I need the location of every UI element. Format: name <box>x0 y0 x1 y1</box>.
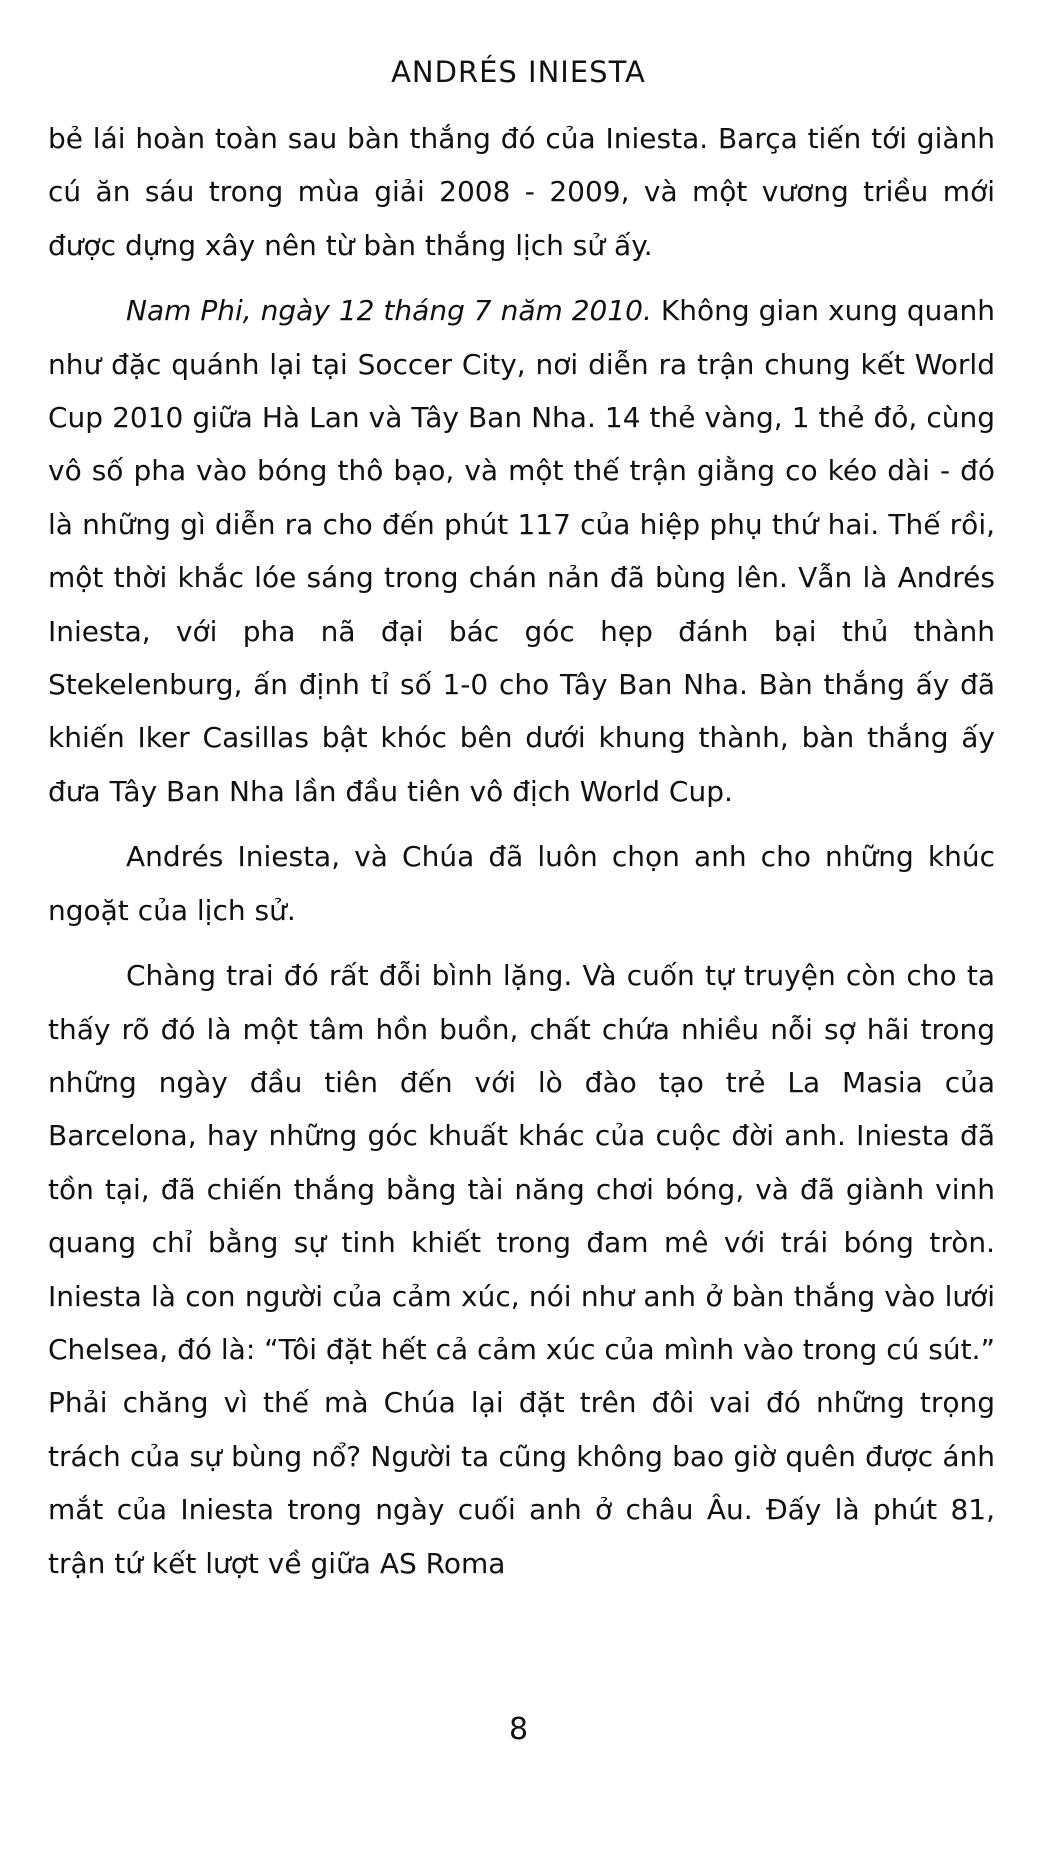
paragraph-text: Andrés Iniesta, và Chúa đã luôn chọn anh cho những khúc ngoặt của lịch sử. <box>48 840 995 927</box>
paragraph-dateline: Nam Phi, ngày 12 tháng 7 năm 2010. <box>126 294 652 328</box>
paragraph-text: bẻ lái hoàn toàn sau bàn thắng đó của Iniesta. Barça tiến tới giành cú ăn sáu trong mùa giải 2008 - 2009, và một vương triều mới được dựng xây nên từ bàn thắng lịch sử ấy. <box>48 122 995 262</box>
paragraph-world-cup-final <box>48 284 995 818</box>
body-text <box>48 112 995 1590</box>
running-header-title: ANDRÉS INIESTA <box>391 55 646 89</box>
paragraph-turning-points <box>48 830 995 937</box>
paragraph-character <box>48 949 995 1590</box>
paragraph-continuation <box>48 112 995 272</box>
page-number: 8 <box>508 1712 529 1747</box>
paragraph-text: Không gian xung quanh như đặc quánh lại tại Soccer City, nơi diễn ra trận chung kết World Cup 2010 giữa Hà Lan và Tây Ban Nha. 14 thẻ vàng, 1 thẻ đỏ, cùng vô số pha vào bóng thô bạo, và một thế trận giằng co kéo dài - đó là những gì diễn ra cho đến phút 117 của hiệp phụ thứ hai. Thế rồi, một thời khắc lóe sáng trong chán nản đã bùng lên. Vẫn là Andrés Iniesta, với pha nã đại bác góc hẹp đánh bại thủ thành Stekelenburg, ấn định tỉ số 1-0 cho Tây Ban Nha. Bàn thắng ấy đã khiến Iker Casillas bật khóc bên dưới khung thành, bàn thắng ấy đưa Tây Ban Nha lần đầu tiên vô địch World Cup. <box>48 294 995 808</box>
paragraph-text: Chàng trai đó rất đỗi bình lặng. Và cuốn tự truyện còn cho ta thấy rõ đó là một tâm hồn buồn, chất chứa nhiều nỗi sợ hãi trong những ngày đầu tiên đến với lò đào tạo trẻ La Masia của Barcelona, hay những góc khuất khác của cuộc đời anh. Iniesta đã tồn tại, đã chiến thắng bằng tài năng chơi bóng, và đã giành vinh quang chỉ bằng sự tinh khiết trong đam mê với trái bóng tròn. Iniesta là con người của cảm xúc, nói như anh ở bàn thắng vào lưới Chelsea, đó là: “Tôi đặt hết cả cảm xúc của mình vào trong cú sút.” Phải chăng vì thế mà Chúa lại đặt trên đôi vai đó những trọng trách của sự bùng nổ? Người ta cũng không bao giờ quên được ánh mắt của Iniesta trong ngày cuối anh ở châu Âu. Đấy là phút 81, trận tứ kết lượt về giữa AS Roma <box>48 959 995 1580</box>
